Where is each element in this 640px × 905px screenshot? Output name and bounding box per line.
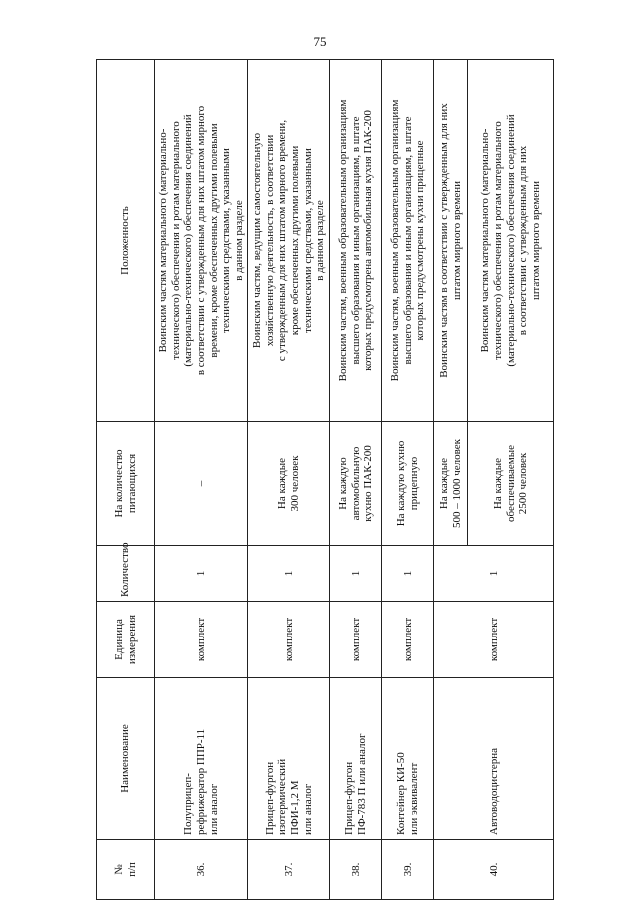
- row-per-b: На каждые обеспечиваемые 2500 человек: [468, 422, 554, 546]
- header-num: № п/п: [97, 840, 155, 900]
- row-qty: 1: [155, 546, 248, 602]
- page-number: 75: [313, 34, 327, 49]
- row-per-a: На каждые 500 – 1000 человек: [434, 422, 468, 546]
- row-name: Прицеп-фургон изотермический ПФИ-1,2 М или аналог: [248, 678, 330, 840]
- row-name: Прицеп-фургон ПФ-783 П или аналог: [330, 678, 382, 840]
- row-qty: 1: [382, 546, 434, 602]
- row-unit: комплект: [155, 602, 248, 678]
- row-rule: Воинским частям, военным образовательным организациям высшего образования и иным организациям, в штате которых предусмотрены кухни прицепные: [382, 60, 434, 422]
- header-qty: Количество: [97, 546, 155, 602]
- table-header-row: [97, 60, 155, 900]
- row-per: На каждую автомобильную кухню ПАК-200: [330, 422, 382, 546]
- row-qty: 1: [434, 546, 554, 602]
- table-row: [155, 60, 248, 900]
- norms-table: [96, 59, 554, 900]
- row-unit: комплект: [382, 602, 434, 678]
- row-rule: Воинским частям, ведущим самостоятельную хозяйственную деятельность, в соответствии с утвержденным для них штатом мирного времени, кроме обеспеченных другими полевыми техническими средствами, указанными в данном разделе: [248, 60, 330, 422]
- header-name: Наименование: [97, 678, 155, 840]
- row-per: На каждую кухню прицепную: [382, 422, 434, 546]
- row-unit: комплект: [248, 602, 330, 678]
- table-row: [330, 60, 382, 900]
- row-rule: Воинским частям материального (материально- технического) обеспечения и ротам материального (материально-технического) обеспечения соединений в соответствии с утвержденным для них штатом мирного времени, кроме обеспеченных другими полевыми техническими средствами, указанными в данном разделе: [155, 60, 248, 422]
- row-num: 37.: [248, 840, 330, 900]
- header-rule: Положенность: [97, 60, 155, 422]
- row-num: 39.: [382, 840, 434, 900]
- table-row: [382, 60, 434, 900]
- table-row: [248, 60, 330, 900]
- row-unit: комплект: [330, 602, 382, 678]
- table-row: [434, 60, 468, 900]
- row-num: 38.: [330, 840, 382, 900]
- row-per: На каждые 300 человек: [248, 422, 330, 546]
- header-unit: Единица измерения: [97, 602, 155, 678]
- row-unit: комплект: [434, 602, 554, 678]
- row-per: –: [155, 422, 248, 546]
- row-name: Полуприцеп- рефрижератор ППР-11 или аналог: [155, 678, 248, 840]
- row-num: 36.: [155, 840, 248, 900]
- row-qty: 1: [248, 546, 330, 602]
- row-name: Автоводоцистерна: [434, 678, 554, 840]
- row-rule-b: Воинским частям материального (материально- технического) обеспечения и ротам материального (материально-технического) обеспечения соединений в соответствии с утвержденным для них штатом мирного времени: [468, 60, 554, 422]
- norms-table-container: [96, 60, 542, 900]
- row-rule-a: Воинским частям в соответствии с утвержденным для них штатом мирного времени: [434, 60, 468, 422]
- row-name: Контейнер КИ-50 или эквивалент: [382, 678, 434, 840]
- row-qty: 1: [330, 546, 382, 602]
- row-num: 40.: [434, 840, 554, 900]
- row-rule: Воинским частям, военным образовательным организациям высшего образования и иным организациям, в штате которых предусмотрена автомобильная кухня ПАК-200: [330, 60, 382, 422]
- header-per: На количество питающихся: [97, 422, 155, 546]
